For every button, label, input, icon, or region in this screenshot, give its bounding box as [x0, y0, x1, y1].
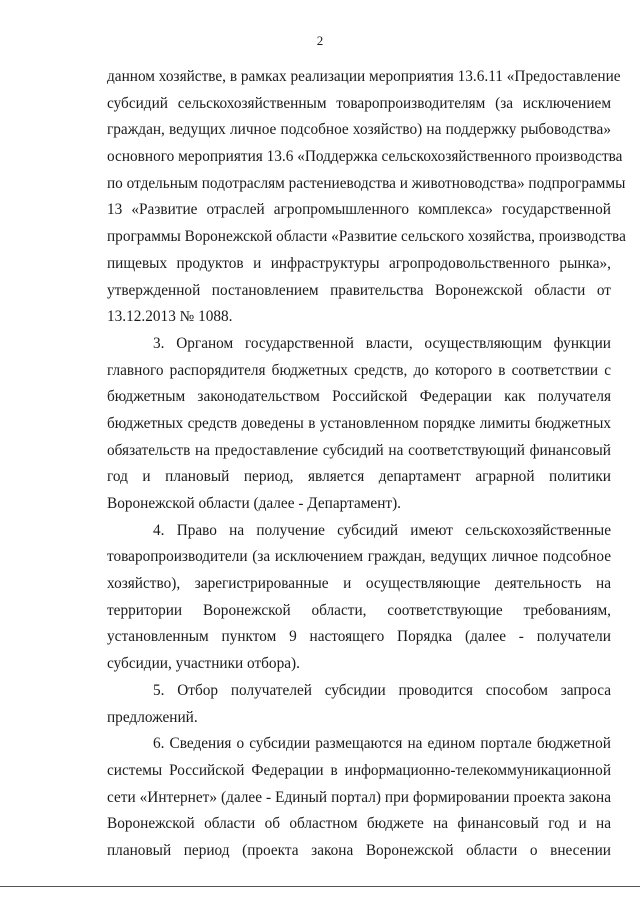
text-line: граждан, ведущих личное подсобное хозяйство) на поддержку рыбоводства»: [107, 121, 611, 139]
page-bottom-edge: [0, 886, 640, 887]
text-line: по отдельным подотраслям растениеводства и животноводства» подпрограммы: [107, 174, 626, 192]
document-body: [107, 64, 626, 865]
paragraph: [107, 731, 611, 864]
text-line: главного распорядителя бюджетных средств, до которого в соответствии с: [107, 361, 611, 379]
text-line: обязательств на предоставление субсидий на соответствующий финансовый: [107, 441, 611, 459]
text-line: утвержденной постановлением правительства Воронежской области от: [107, 281, 611, 299]
text-line: год и плановый период, является департамент аграрной политики: [107, 468, 611, 486]
text-line: Воронежской области (далее - Департамент).: [107, 495, 401, 512]
text-line: 6. Сведения о субсидии размещаются на едином портале бюджетной: [153, 735, 611, 753]
text-line: бюджетных средств доведены в установленном порядке лимиты бюджетных: [107, 414, 611, 432]
text-line: хозяйство), зарегистрированные и осуществляющие деятельность на: [107, 575, 611, 593]
text-line: данном хозяйстве, в рамках реализации мероприятия 13.6.11 «Предоставление: [107, 68, 621, 85]
text-line: пищевых продуктов и инфраструктуры агропродовольственного рынка»,: [107, 254, 611, 272]
text-line: системы Российской Федерации в информационно-телекоммуникационной: [107, 761, 611, 779]
paragraph: [107, 678, 611, 731]
text-line: товаропроизводители (за исключением граждан, ведущих личное подсобное: [107, 548, 611, 566]
page-number: 2: [316, 33, 324, 48]
text-line: субсидии, участники отбора).: [107, 655, 300, 673]
text-line: плановый период (проекта закона Воронежской области о внесении: [107, 841, 611, 859]
text-line: 13 «Развитие отраслей агропромышленного комплекса» государственной: [107, 201, 611, 219]
paragraph: [107, 64, 626, 331]
text-line: территории Воронежской области, соответствующие требованиям,: [107, 601, 611, 619]
text-line: сети «Интернет» (далее - Единый портал) при формировании проекта закона: [107, 788, 611, 806]
text-line: бюджетным законодательством Российской Федерации как получателя: [107, 388, 611, 406]
text-line: предложений.: [107, 708, 198, 726]
text-line: 3. Органом государственной власти, осуществляющим функции: [153, 334, 611, 352]
text-line: 5. Отбор получателей субсидии проводится способом запроса: [153, 681, 611, 699]
paragraph: [107, 518, 611, 678]
paragraph: [107, 331, 611, 518]
text-line: 4. Право на получение субсидий имеют сельскохозяйственные: [153, 521, 611, 539]
text-line: программы Воронежской области «Развитие сельского хозяйства, производства: [107, 228, 626, 246]
text-line: установленным пунктом 9 настоящего Порядка (далее - получатели: [107, 628, 611, 646]
text-line: субсидий сельскохозяйственным товаропроизводителям (за исключением: [107, 94, 611, 112]
text-line: Воронежской области об областном бюджете на финансовый год и на: [107, 815, 611, 833]
text-line: 13.12.2013 № 1088.: [107, 308, 233, 326]
text-line: основного мероприятия 13.6 «Поддержка сельскохозяйственного производства: [107, 148, 623, 166]
